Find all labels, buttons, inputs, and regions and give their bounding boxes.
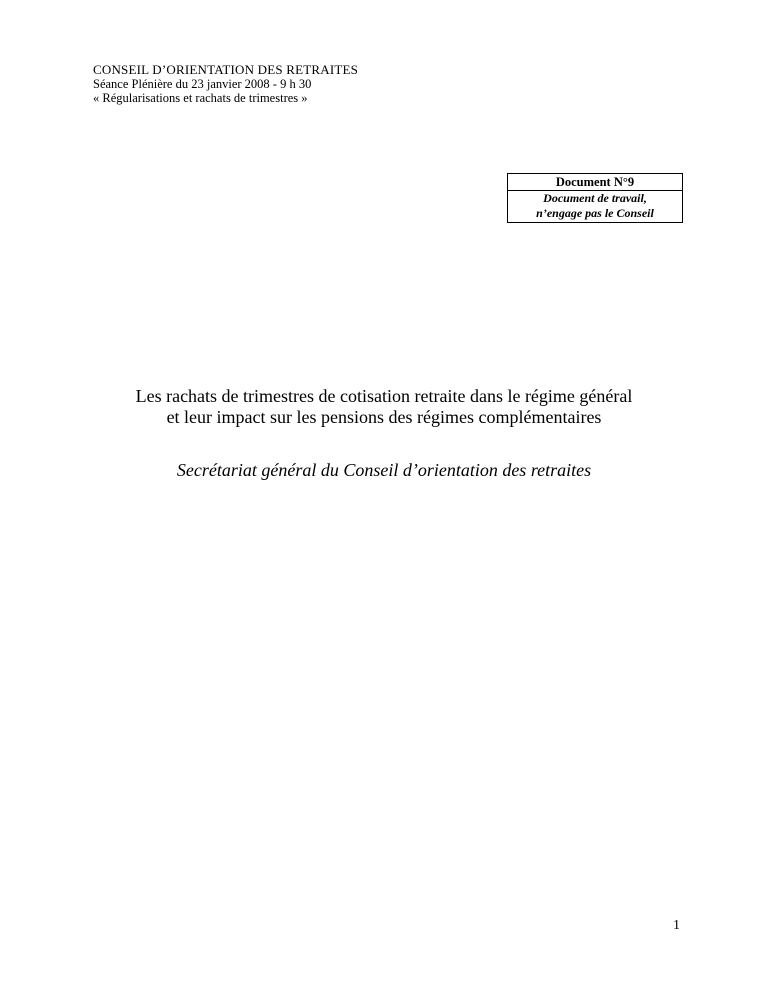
page-number: 1 (673, 918, 680, 933)
session-info: Séance Plénière du 23 janvier 2008 - 9 h 30 (93, 77, 312, 91)
document-title-line-2: et leur impact sur les pensions des régimes complémentaires (166, 407, 602, 427)
document-status-line-2: n’engage pas le Conseil (536, 206, 654, 220)
document-author: Secrétariat général du Conseil d’orientation des retraites (176, 460, 592, 480)
document-number-box (507, 173, 683, 223)
document-title-line-1: Les rachats de trimestres de cotisation retraite dans le régime général (135, 386, 633, 406)
document-status-note (508, 191, 682, 222)
session-topic: « Régularisations et rachats de trimestres » (93, 91, 308, 105)
document-number: Document N°9 (508, 174, 682, 191)
document-header (93, 62, 513, 105)
document-status-line-1: Document de travail, (543, 191, 647, 205)
organization-name: CONSEIL D’ORIENTATION DES RETRAITES (93, 62, 359, 77)
document-title (0, 386, 768, 428)
